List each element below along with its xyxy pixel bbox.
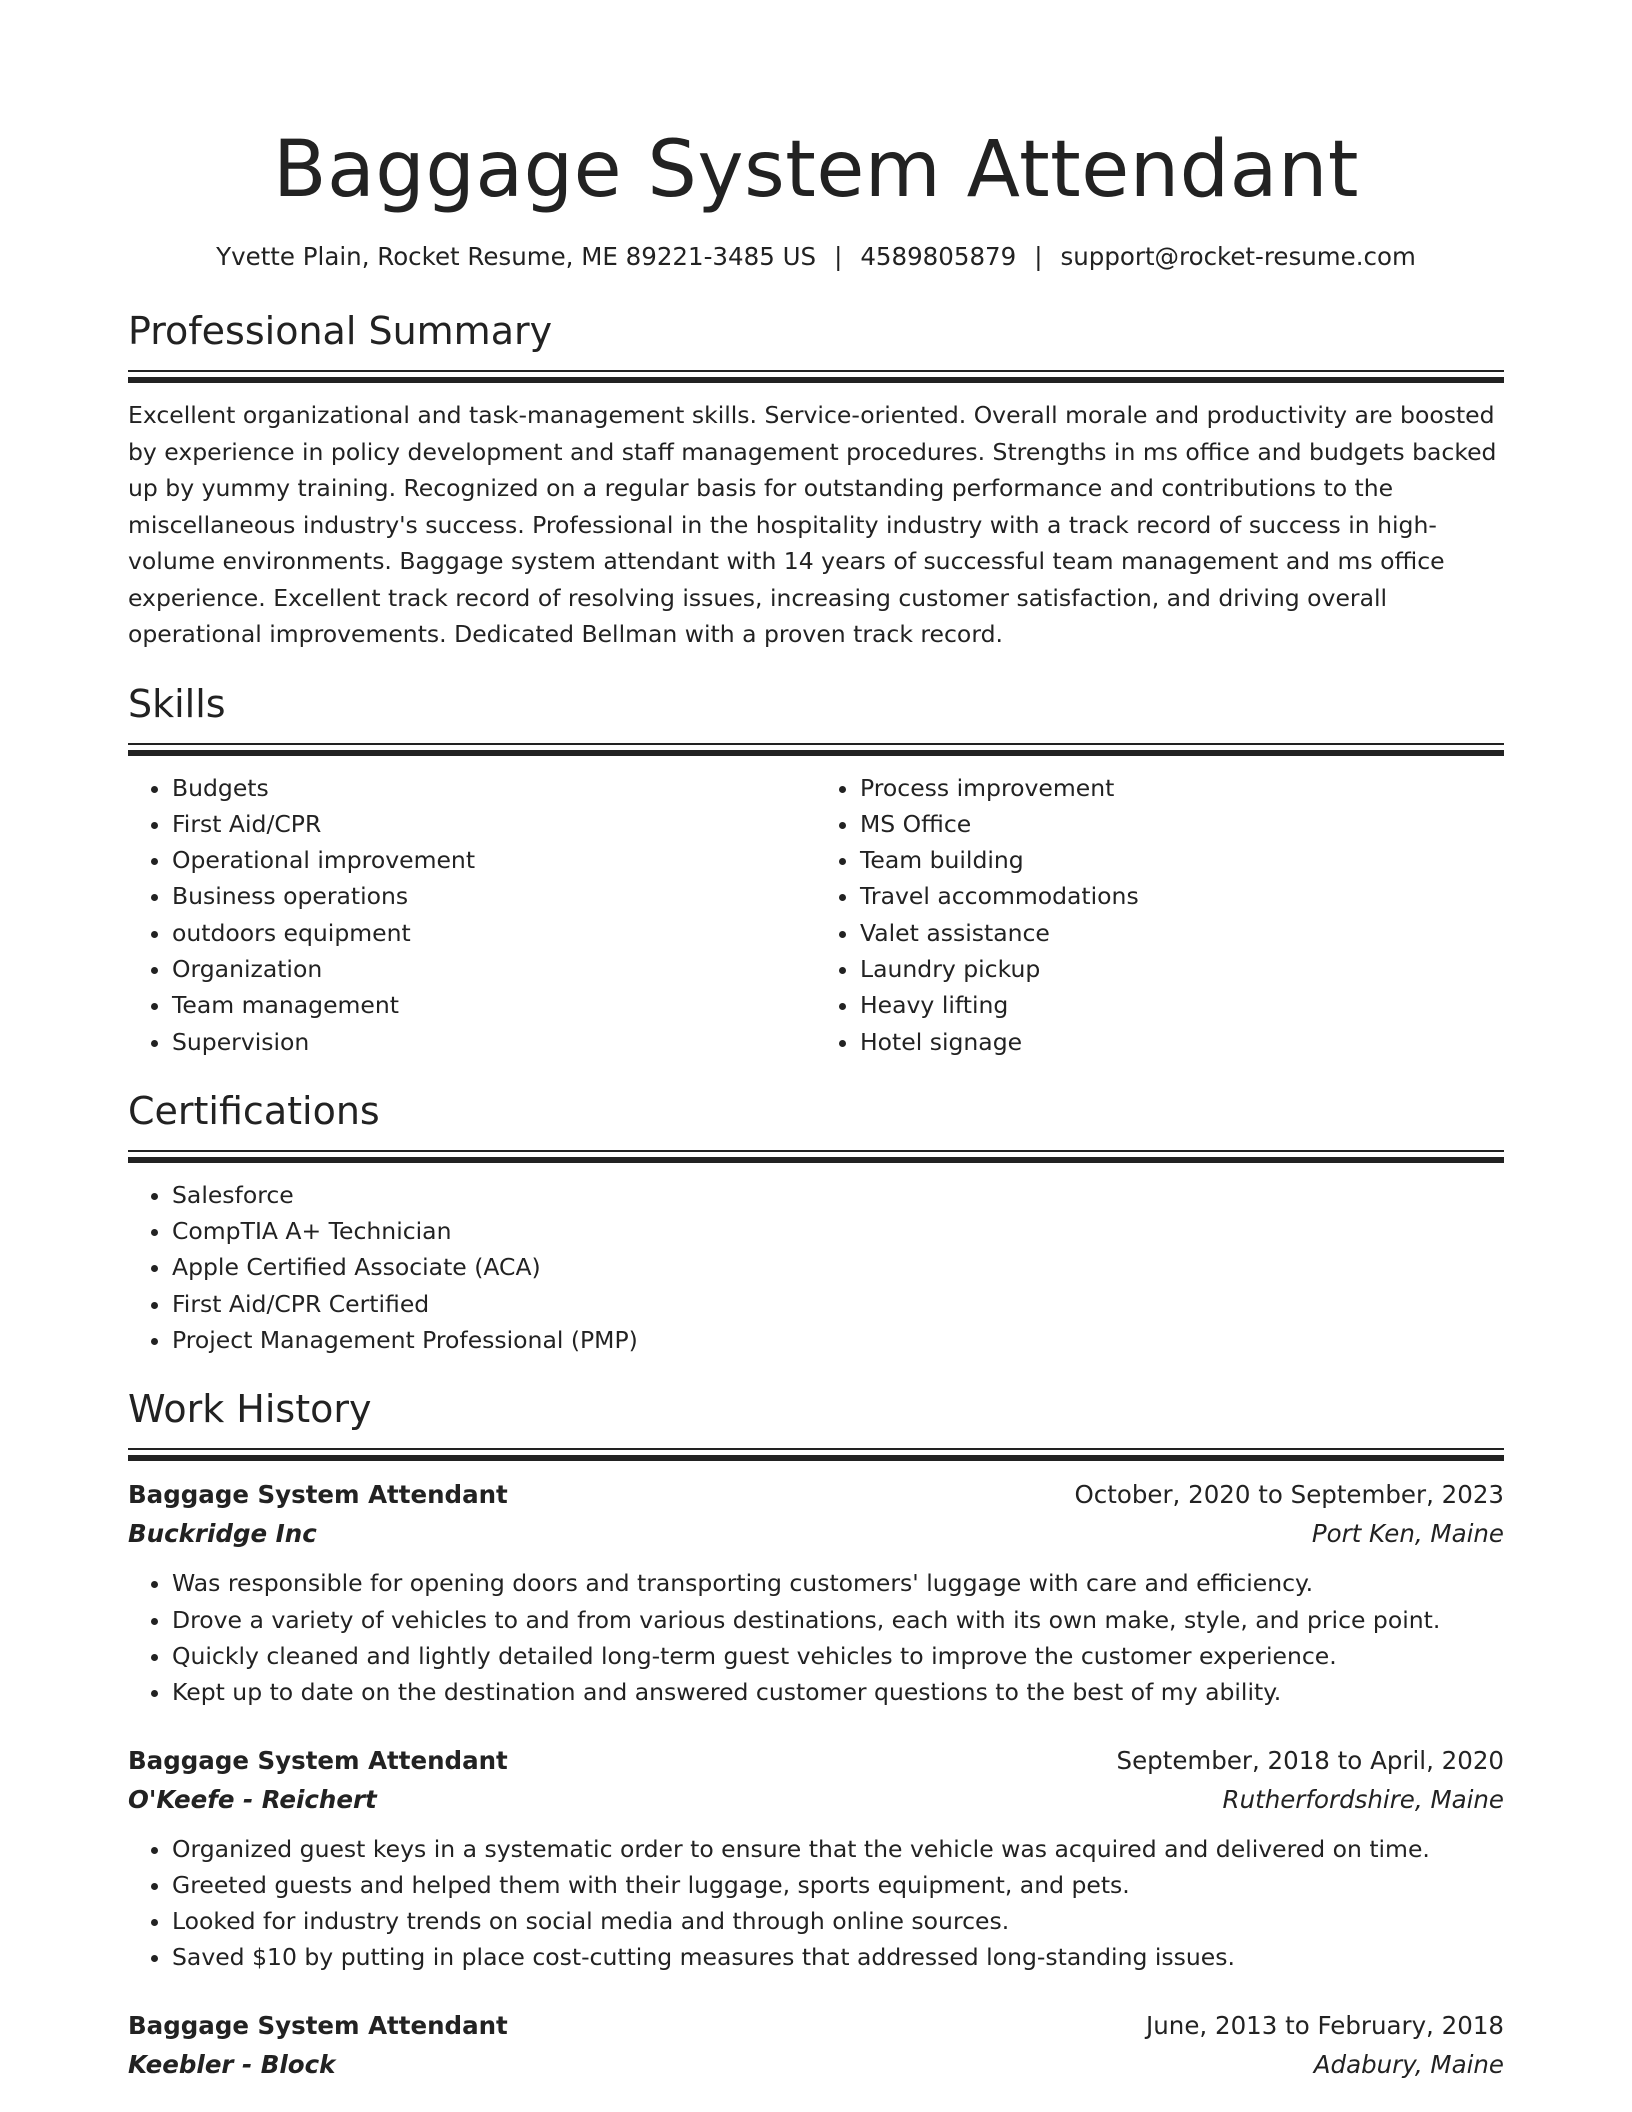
resume-name: Baggage System Attendant: [273, 125, 1359, 215]
job-header: [128, 2006, 1504, 2045]
skill-item: • Organization: [172, 951, 816, 987]
contact-phone: 4589805879: [860, 242, 1017, 271]
section-divider: [128, 370, 1504, 383]
skill-item: • Team management: [172, 987, 816, 1023]
certifications-heading: Certifications: [128, 1088, 380, 1133]
skill-item: • outdoors equipment: [172, 915, 816, 951]
skills-heading: Skills: [128, 681, 226, 726]
contact-line: [128, 240, 1504, 274]
job-bullet: • Was responsible for opening doors and transporting customers' luggage with care and efficiency.: [172, 1565, 1504, 1601]
contact-email: support@rocket-resume.com: [1060, 242, 1416, 271]
skill-item: • First Aid/CPR: [172, 806, 816, 842]
certification-item: • Apple Certified Associate (ACA): [172, 1249, 1504, 1285]
section-divider: [128, 743, 1504, 756]
section-divider: [128, 1150, 1504, 1163]
job-entry: [128, 2006, 1504, 2084]
job-header: [128, 1475, 1504, 1514]
skill-item: • Operational improvement: [172, 842, 816, 878]
job-location: Port Ken, Maine: [1311, 1519, 1504, 1549]
skill-item: • Hotel signage: [860, 1024, 1504, 1060]
job-entry: [128, 1741, 1504, 1976]
job-title: Baggage System Attendant: [128, 1745, 508, 1775]
section-divider: [128, 1448, 1504, 1461]
job-title: Baggage System Attendant: [128, 1480, 508, 1510]
contact-separator: |: [834, 242, 843, 271]
skill-item: • Valet assistance: [860, 915, 1504, 951]
job-dates: October, 2020 to September, 2023: [1074, 1480, 1504, 1510]
contact-address: Yvette Plain, Rocket Resume, ME 89221-3485 US: [216, 242, 817, 271]
certification-item: • CompTIA A+ Technician: [172, 1213, 1504, 1249]
job-dates: September, 2018 to April, 2020: [1116, 1745, 1504, 1775]
summary-section: [128, 306, 1504, 653]
job-location: Adabury, Maine: [1313, 2049, 1504, 2079]
job-dates: June, 2013 to February, 2018: [1146, 2010, 1504, 2040]
job-bullet: • Kept up to date on the destination and answered customer questions to the best of my ability.: [172, 1674, 1504, 1710]
skill-item: • Travel accommodations: [860, 878, 1504, 914]
skill-item: • Laundry pickup: [860, 951, 1504, 987]
skill-item: • Team building: [860, 842, 1504, 878]
skill-item: • Heavy lifting: [860, 987, 1504, 1023]
skill-item: • Business operations: [172, 878, 816, 914]
job-entry: [128, 1475, 1504, 1710]
skill-item: • Process improvement: [860, 770, 1504, 806]
certification-item: • Project Management Professional (PMP): [172, 1322, 1504, 1358]
skill-item: • MS Office: [860, 806, 1504, 842]
job-header: [128, 1741, 1504, 1780]
job-bullet: • Quickly cleaned and lightly detailed long-term guest vehicles to improve the customer experience.: [172, 1638, 1504, 1674]
contact-separator: |: [1034, 242, 1043, 271]
job-bullet: • Looked for industry trends on social media and through online sources.: [172, 1903, 1504, 1939]
job-bullets: [128, 1565, 1504, 1710]
job-bullet: • Drove a variety of vehicles to and from various destinations, each with its own make, style, and price point.: [172, 1602, 1504, 1638]
job-title: Baggage System Attendant: [128, 2010, 508, 2040]
job-company: Keebler - Block: [128, 2049, 336, 2079]
skill-item: • Supervision: [172, 1024, 816, 1060]
skills-grid: [128, 770, 1504, 1060]
job-bullet: • Greeted guests and helped them with their luggage, sports equipment, and pets.: [172, 1867, 1504, 1903]
job-company: Buckridge Inc: [128, 1519, 317, 1549]
job-subheader: [128, 1514, 1504, 1553]
job-subheader: [128, 1780, 1504, 1819]
skills-list-left: [128, 770, 816, 1060]
certifications-section: [128, 1086, 1504, 1358]
job-subheader: [128, 2045, 1504, 2084]
job-bullet: • Saved $10 by putting in place cost-cutting measures that addressed long-standing issues.: [172, 1939, 1504, 1975]
work-history-heading: Work History: [128, 1387, 372, 1432]
skills-list-right: [816, 770, 1504, 1060]
certification-item: • Salesforce: [172, 1177, 1504, 1213]
job-company: O'Keefe - Reichert: [128, 1784, 377, 1814]
skill-item: • Budgets: [172, 770, 816, 806]
skills-section: [128, 679, 1504, 1060]
work-history-section: [128, 1384, 1504, 2083]
summary-heading: Professional Summary: [128, 309, 553, 353]
certifications-list: [128, 1177, 1504, 1358]
summary-text: Excellent organizational and task-management skills. Service-oriented. Overall morale and productivity are boosted by experience in policy development and staff management procedures. Strengths in ms office and budgets backed up by yummy training. Recognized on a regular basis for outstanding performance and contributions to the miscellaneous industry's success. Professional in the hospitality industry with a track record of success in high-volume environments. Baggage system attendant with 14 years of successful team management and ms office experience. Excellent track record of resolving issues, increasing customer satisfaction, and driving overall operational improvements. Dedicated Bellman with a proven track record.: [128, 401, 1497, 648]
job-location: Rutherfordshire, Maine: [1222, 1784, 1504, 1814]
job-bullet: • Organized guest keys in a systematic order to ensure that the vehicle was acquired and delivered on time.: [172, 1831, 1504, 1867]
certification-item: • First Aid/CPR Certified: [172, 1286, 1504, 1322]
job-bullets: [128, 1831, 1504, 1976]
